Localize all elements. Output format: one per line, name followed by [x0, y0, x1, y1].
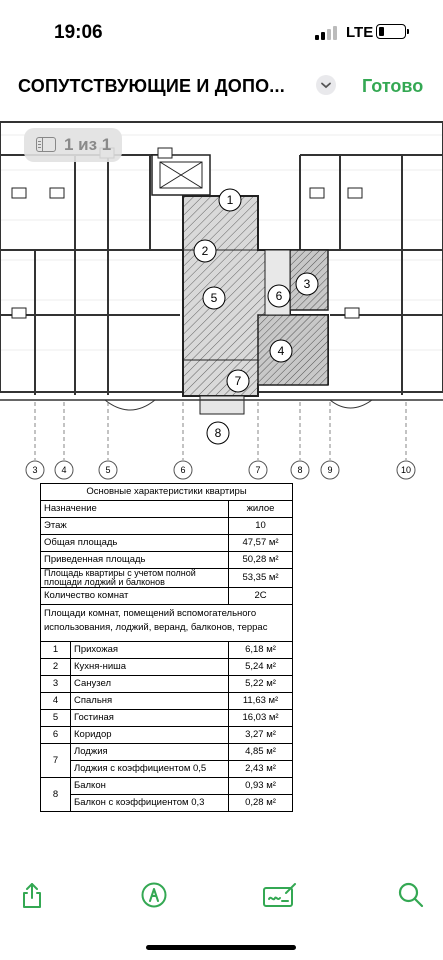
axis-7: 7: [255, 465, 261, 475]
table-caption: Основные характеристики квартиры: [41, 484, 293, 501]
room-name: Балкон с коэффициентом 0,3: [71, 795, 229, 812]
page-indicator-label: 1 из 1: [64, 135, 112, 154]
room-name: Балкон: [71, 778, 229, 795]
room-num: 5: [41, 710, 71, 727]
room-num: 7: [41, 744, 71, 778]
row-label: Назначение: [41, 501, 229, 518]
room-area: 6,18 м²: [229, 642, 293, 659]
room-area: 3,27 м²: [229, 727, 293, 744]
room-2-label: 2: [201, 244, 209, 258]
status-time: 19:06: [54, 22, 103, 43]
room-num: 8: [41, 778, 71, 812]
room-num: 6: [41, 727, 71, 744]
home-indicator[interactable]: [146, 945, 296, 950]
room-area: 0,93 м²: [229, 778, 293, 795]
row-value: жилое: [229, 501, 293, 518]
row-label: Этаж: [41, 518, 229, 535]
axis-5: 5: [105, 465, 111, 475]
row-label: Количество комнат: [41, 588, 229, 605]
room-name: Гостиная: [71, 710, 229, 727]
room-num: 2: [41, 659, 71, 676]
axis-8: 8: [297, 465, 303, 475]
room-area: 16,03 м²: [229, 710, 293, 727]
apartment-spec-table: [40, 483, 293, 812]
axis-6: 6: [180, 465, 186, 475]
sidebar-icon: [36, 137, 56, 152]
room-3-label: 3: [303, 277, 311, 291]
row-value: 53,35 м²: [229, 569, 293, 588]
row-value: 2С: [229, 588, 293, 605]
network-label: LTE: [346, 24, 374, 41]
room-name: Спальня: [71, 693, 229, 710]
page-indicator[interactable]: [24, 128, 122, 162]
room-area: 4,85 м²: [229, 744, 293, 761]
nav-bar: [0, 64, 443, 110]
row-value: 10: [229, 518, 293, 535]
row-label: Общая площадь: [41, 535, 229, 552]
room-name: Кухня-ниша: [71, 659, 229, 676]
done-button[interactable]: Готово: [362, 76, 424, 96]
room-num: 4: [41, 693, 71, 710]
section-header: Площади комнат, помещений вспомогательного использования, лоджий, веранд, балконов, террас: [41, 605, 293, 642]
room-7-label: 7: [234, 374, 242, 388]
axis-9: 9: [327, 465, 333, 475]
room-name: Лоджия: [71, 744, 229, 761]
room-area: 5,24 м²: [229, 659, 293, 676]
row-value: 47,57 м²: [229, 535, 293, 552]
chevron-down-icon[interactable]: [316, 75, 336, 95]
room-name: Санузел: [71, 676, 229, 693]
document-title[interactable]: СОПУТСТВУЮЩИЕ И ДОПО...: [18, 76, 285, 96]
room-8-label: 8: [214, 426, 222, 440]
room-4-label: 4: [277, 344, 285, 358]
room-area: 0,28 м²: [229, 795, 293, 812]
status-bar: [0, 0, 443, 64]
room-name: Коридор: [71, 727, 229, 744]
room-name: Прихожая: [71, 642, 229, 659]
battery-icon: [376, 24, 406, 39]
axis-10: 10: [400, 465, 412, 475]
room-num: 3: [41, 676, 71, 693]
axis-4: 4: [61, 465, 67, 475]
room-6-label: 6: [275, 289, 283, 303]
share-icon[interactable]: [17, 880, 47, 910]
signal-icon: [315, 26, 341, 40]
markup-icon[interactable]: [139, 880, 169, 910]
room-1-label: 1: [226, 193, 234, 207]
row-label: Площадь квартиры с учетом полной площади лоджий и балконов: [41, 569, 229, 588]
sign-icon[interactable]: [262, 880, 298, 910]
room-num: 1: [41, 642, 71, 659]
bottom-toolbar: [0, 868, 443, 928]
row-value: 50,28 м²: [229, 552, 293, 569]
floor-plan: [0, 110, 443, 480]
room-area: 11,63 м²: [229, 693, 293, 710]
room-name: Лоджия с коэффициентом 0,5: [71, 761, 229, 778]
row-label: Приведенная площадь: [41, 552, 229, 569]
room-area: 2,43 м²: [229, 761, 293, 778]
room-5-label: 5: [210, 291, 218, 305]
room-area: 5,22 м²: [229, 676, 293, 693]
axis-3: 3: [32, 465, 38, 475]
search-icon[interactable]: [396, 880, 426, 910]
